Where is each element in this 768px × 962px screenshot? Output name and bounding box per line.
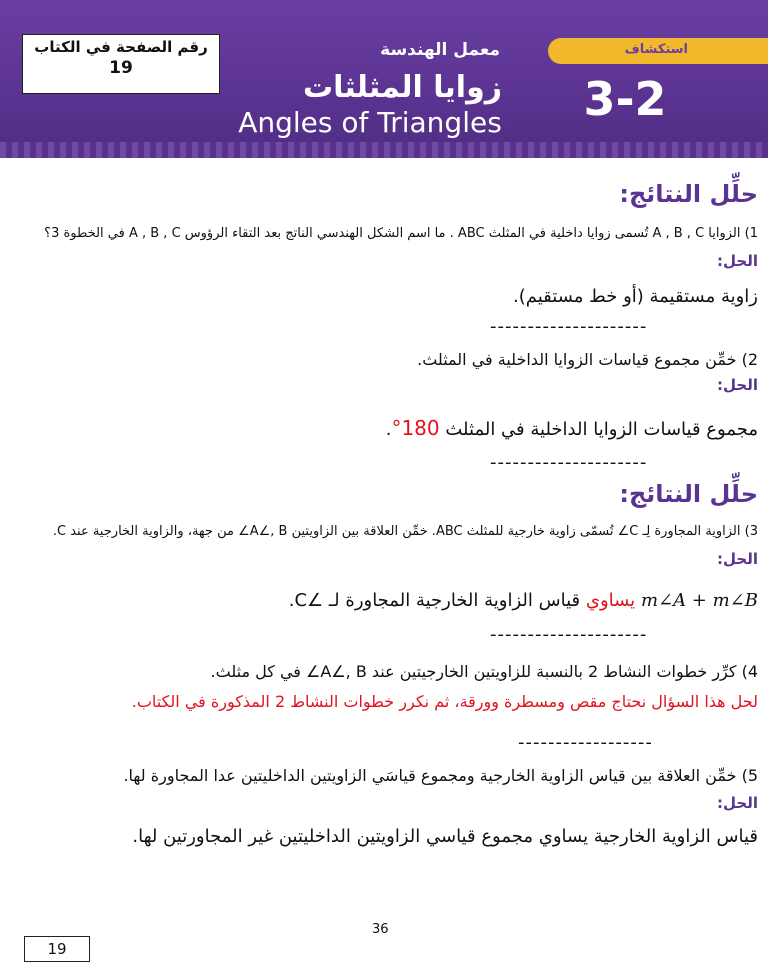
answer-separator: ------------------ <box>518 732 653 753</box>
lesson-title-arabic: زوايا المثلثات <box>303 70 502 105</box>
page-ref-label: رقم الصفحة في الكتاب <box>34 38 208 56</box>
answer-separator: --------------------- <box>490 624 648 645</box>
question-3-answer-math: m∠A + m∠B <box>640 590 758 611</box>
lesson-title-english: Angles of Triangles <box>238 106 502 139</box>
question-2-answer-value: 180° <box>391 416 440 440</box>
explore-tag <box>548 38 768 64</box>
question-3-answer <box>0 590 758 611</box>
book-page-reference-box <box>22 34 220 94</box>
question-2-text: 2) خمِّن مجموع قياسات الزوايا الداخلية في المثلث. <box>417 350 758 369</box>
question-3-solution-label: الحل: <box>717 550 758 568</box>
analyze-results-heading: حلِّل النتائج: <box>619 180 758 208</box>
page-ref-number: 19 <box>109 58 133 78</box>
question-5-solution-label: الحل: <box>717 794 758 812</box>
question-3-text: 3) الزاوية المجاورة لِـ C∠ تُسمّى زاوية خارجية للمثلث ABC. خمِّن العلاقة بين الزاويتين A∠, B∠ من جهة، والزاوية الخارجية عند C. <box>52 524 758 539</box>
analyze-results-heading: حلِّل النتائج: <box>619 480 758 508</box>
answer-separator: --------------------- <box>490 316 648 337</box>
lesson-number: 3-2 <box>583 72 667 126</box>
question-2-solution-label: الحل: <box>717 376 758 394</box>
book-page-box: 19 <box>24 936 90 962</box>
question-3-answer-rest: قياس الزاوية الخارجية المجاورة لـ ∠C. <box>288 590 581 611</box>
answer-separator: --------------------- <box>490 452 648 473</box>
question-2-answer-text: مجموع قياسات الزوايا الداخلية في المثلث <box>445 419 758 440</box>
question-3-answer-highlight: يساوي <box>585 590 636 611</box>
question-1-answer: زاوية مستقيمة (أو خط مستقيم). <box>513 286 758 307</box>
banner-pattern <box>0 142 768 158</box>
question-2-answer <box>0 416 758 440</box>
question-2-answer-end: . <box>385 419 392 440</box>
lab-name: معمل الهندسة <box>380 40 500 60</box>
explore-tag-label: استكشاف <box>624 42 688 57</box>
question-5-text: 5) خمِّن العلاقة بين قياس الزاوية الخارجية ومجموع قياسَي الزاويتين الداخليتين عدا المجاورة لها. <box>123 766 758 785</box>
page-number: 36 <box>372 922 389 937</box>
question-4-text: 4) كرِّر خطوات النشاط 2 بالنسبة للزاويتين الخارجيتين عند A∠, B∠ في كل مثلث. <box>210 662 758 681</box>
question-1-text: 1) الزوايا A , B , C تُسمى زوايا داخلية في المثلث ABC . ما اسم الشكل الهندسي الناتج بعد التقاء الرؤوس A , B , C في الخطوة 3؟ <box>44 226 758 241</box>
question-4-answer: لحل هذا السؤال نحتاج مقص ومسطرة وورقة، ثم نكرر خطوات النشاط 2 المذكورة في الكتاب. <box>131 692 758 711</box>
question-5-answer: قياس الزاوية الخارجية يساوي مجموع قياسي الزاويتين الداخليتين غير المجاورتين لها. <box>132 826 758 847</box>
question-1-solution-label: الحل: <box>717 252 758 270</box>
